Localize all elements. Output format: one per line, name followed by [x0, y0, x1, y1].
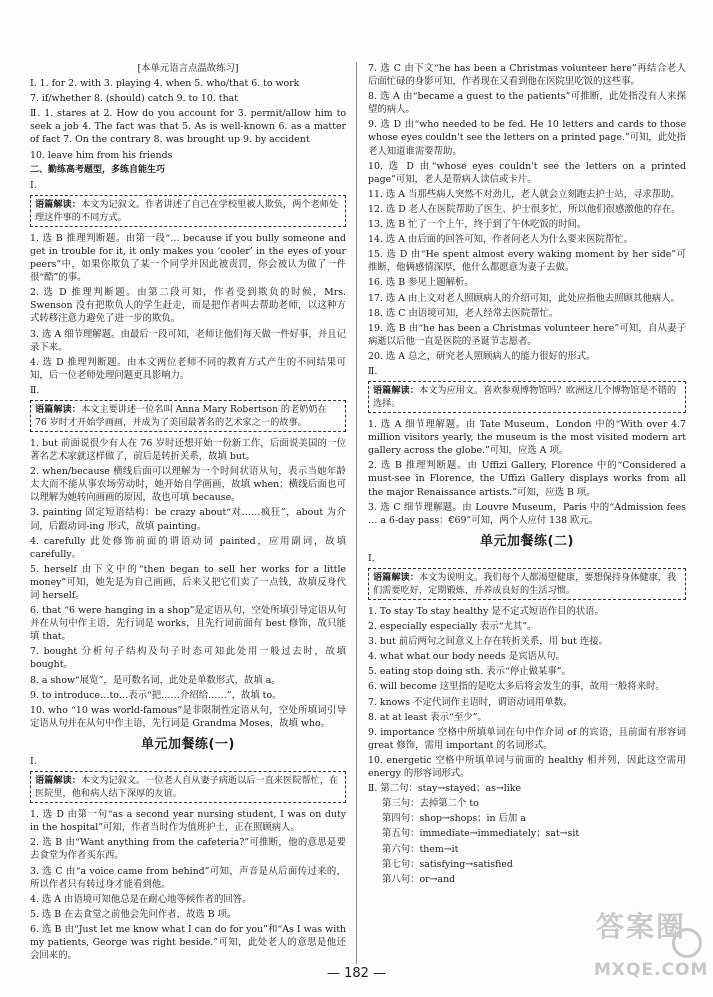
- passage-summary-box: [368, 568, 686, 600]
- answer-item: 2. especially especially 表示“尤其”。: [368, 621, 537, 633]
- passage-summary-box: [30, 400, 346, 432]
- answer-item: 7. knows 不定代词作主语时，谓语动词用单数。: [368, 696, 573, 708]
- answer-item: 10. leave him from his friends: [30, 149, 173, 161]
- answer-item: 4. 选 A 由语境可知他总是在耐心地等候作者的回答。: [30, 893, 252, 905]
- answer-item: 19. 选 B 由“he has been a Christmas volunteer here”可知，自从妻子病逝以后他一直是医院的圣诞节志愿者。: [368, 322, 686, 347]
- answer-item: 11. 选 A 当那些病人突然不对劲儿，老人就会立刻跑去护士站，寻求帮助。: [368, 188, 680, 200]
- answer-item: 8. 选 A 由“became a guest to the patients”可推断，此处指没有人来探望的病人。: [368, 91, 686, 116]
- part-number: Ⅰ.: [30, 179, 37, 191]
- summary-text: 本文为记叙文。一位老人自从妻子病逝以后一直来医院帮忙，在医院里，他和病人结下深厚的友谊。: [35, 775, 339, 800]
- answer-item: 6. will become 这里指的是吃太多后将会发生的事，故用一般将来时。: [368, 681, 665, 693]
- answer-item: 2. 选 D 推理判断题。由第二段可知，作者受到欺负的时候，Mrs. Swenson 没有把欺负人的学生赶走，而是把作者叫去帮助老师，以这种方式转移注意力避免了进一步的欺负。: [30, 287, 346, 325]
- section-heading: 二、勤练高考题型，多练自能生巧: [30, 164, 166, 175]
- answer-item: 3. painting 固定短语结构：be crazy about“对……疯狂”，about 为介词，后跟动词-ing 形式，故填 painting。: [30, 507, 346, 532]
- unit-title: 单元加餐练(二): [480, 533, 574, 549]
- answer-item: 7. bought 分析句子结构及句子时态可知此处用一般过去时，故填 bought。: [30, 646, 346, 671]
- answer-item: 4. carefully 此处修饰前面的谓语动词 painted，应用副词，故填 carefully。: [30, 535, 346, 560]
- answer-item: 7. if/whether 8. (should) catch 9. to 10. that: [30, 93, 238, 105]
- answer-item: Ⅱ. 第二句：stay→stayed；as→like: [368, 783, 522, 795]
- answer-item: 1. 选 A 细节理解题。由 Tate Museum，London 中的“With over 4.7 million visitors yearly, the museum is the most visited modern art gallery across the globe.”可知，应选 A 项。: [368, 419, 686, 457]
- answer-item: 3. but 前后两句之间意义上存在转折关系，用 but 连接。: [368, 636, 608, 648]
- answer-item: 第七句：satisfying→satisfied: [382, 858, 513, 870]
- part-number: Ⅱ.: [368, 365, 378, 377]
- answer-item: 6. that “6 were hanging in a shop”是定语从句，空处所填引导定语从句并在从句中作主语，先行词是 works，且先行词前面有 best 修饰，故只能填 that。: [30, 605, 346, 643]
- answer-item: 2. when/because 横线后面可以理解为一个时间状语从句，表示当她年龄太大而不能从事农场劳动时，她开始自学画画，故填 when；横线后面也可以理解为她转向画画的原因，故也可填 because。: [30, 466, 346, 504]
- summary-label: 语篇解读：: [35, 775, 81, 787]
- left-column: [30, 62, 346, 964]
- watermark-bottom-text: MXQE.COM: [594, 960, 709, 980]
- answer-item: 15. 选 D 由“He spent almost every waking moment by her side”可推断，他俩感情深厚，他什么都愿意为妻子去做。: [368, 249, 686, 274]
- answer-item: 10. 选 D 由“whose eyes couldn't see the letters on a printed page”可知，老人是帮病人读信或卡片。: [368, 160, 686, 185]
- answer-item: 5. herself 由下文中的“then began to sell her works for a little money”可知，她先是为自己画画，后来又把它们卖了一点钱，故填反身代词 herself。: [30, 563, 346, 601]
- answer-item: 10. who “10 was world-famous”是非限制性定语从句，空处所填词引导定语从句并在从句中作主语，先行词是 Grandma Moses，故填 who。: [30, 704, 346, 729]
- answer-item: 18. 选 C 由语境可知，老人经常去医院帮忙。: [368, 307, 559, 319]
- summary-label: 语篇解读：: [373, 572, 419, 583]
- answer-item: 3. 选 A 细节理解题。由最后一段可知，老师让他们每天做一件好事，并且记录下来。: [30, 328, 346, 353]
- summary-text: 本文为记叙文。作者讲述了自己在学校里被人欺负，两个老师处理这件事的不同方式。: [35, 198, 339, 223]
- answer-item: 3. 选 C 由“a voice came from behind”可知，声音是从后面传过来的，所以作者只有转过身才能看到他。: [30, 865, 346, 890]
- watermark-circle-icon: [672, 928, 702, 958]
- answer-item: 10. energetic 空格中所填单词与前面的 healthy 相并列，因此这空需用 energy 的形容词形式。: [368, 754, 686, 780]
- answer-item: 20. 选 A 总之，研究老人照顾病人的能力很好的形式。: [368, 350, 596, 362]
- answer-item: 8. a show“展览”，是可数名词，此处是单数形式，故填 a。: [30, 674, 281, 686]
- answer-item: 12. 选 D 老人在医院帮助了医生、护士很多忙，所以他们很感激他的存在。: [368, 203, 681, 215]
- summary-label: 语篇解读：: [35, 198, 81, 210]
- answer-item: 9. 选 D 由“who needed to be fed. He 10 letters and cards to those whose eyes couldn't see the letters on a printed page.”可知，此处指老人知道谁需要帮助。: [368, 119, 686, 157]
- answer-item: 9. importance 空格中所填单词在句中作介词 of 的宾语，且前面有形容词 great 修饰，需用 important 的名词形式。: [368, 726, 686, 751]
- unit-title: 单元加餐练(一): [141, 736, 235, 752]
- summary-label: 语篇解读：: [373, 385, 419, 397]
- answer-item: 第八句：or→and: [382, 873, 456, 885]
- answer-item: 第六句：them→it: [382, 843, 459, 855]
- summary-label: 语篇解读：: [35, 403, 81, 415]
- answer-item: 第三句：去掉第二个 to: [382, 798, 479, 810]
- passage-summary-box: [30, 771, 346, 803]
- part-number: Ⅰ.: [368, 552, 375, 564]
- summary-text: 本文为应用文。喜欢参观博物馆吗？欧洲这几个博物馆是不错的选择。: [373, 385, 677, 410]
- part-number: Ⅰ.: [30, 756, 37, 768]
- answer-item: 6. 选 B 由“Just let me know what I can do for you”和“As I was with my patients, George was right beside.”可知，此处老人的意思是他还会回来的。: [30, 923, 346, 962]
- answer-item: 4. what what our body needs 是宾语从句。: [368, 651, 565, 663]
- summary-text: 本文主要讲述一位名叫 Anna Mary Robertson 的老奶奶在 76 岁时才开始学画画，并成为了美国最著名的艺术家之一的故事。: [35, 403, 327, 428]
- answer-item: 1. To stay To stay healthy 是不定式短语作目的状语。: [368, 606, 604, 617]
- answer-item: 5. 选 B 在去食堂之前他会先问作者，故选 B 项。: [30, 908, 237, 920]
- answer-item: 13. 选 B 忙了一个上午，终于到了午休吃饭的时间。: [368, 219, 587, 231]
- answer-item: 1. 选 B 推理判断题。由第一段“… because if you bully someone and get in trouble for it, it only makes you ‘cooler’ in the eyes of your peers”中，如果你欺负了某一个同学并因此被责罚，你会被认为做了一件很“酷”的事。: [30, 232, 346, 284]
- page-number: — 182 —: [326, 966, 387, 981]
- answer-item: 8. at at least 表示“至少”。: [368, 711, 487, 723]
- part-number: Ⅱ.: [30, 384, 40, 396]
- answer-item: 16. 选 B 参见上题解析。: [368, 277, 474, 289]
- answer-item: 第四句：shop→shops；in 后加 a: [382, 813, 526, 825]
- watermark-logo: [590, 910, 709, 990]
- column-divider: [356, 62, 357, 964]
- answer-item: Ⅰ. 1. for 2. with 3. playing 4. when 5. who/that 6. to work: [30, 78, 300, 90]
- summary-text: 本文为说明文。我们每个人都渴望健康，要想保持身体健康，我们需要吃好，定期锻炼，并养成良好的生活习惯。: [373, 572, 677, 596]
- section-subtitle: [本单元语言点温故练习]: [137, 63, 239, 74]
- passage-summary-box: [30, 195, 346, 227]
- answer-item: 9. to introduce…to…表示“把……介绍给……”，故填 to。: [30, 689, 282, 701]
- answer-item: 4. 选 D 推理判断题。由本文两位老师不同的教育方式产生的不同结果可知，后一位老师处理问题更具影响力。: [30, 356, 346, 381]
- answer-item: 1. but 前面说很少有人在 76 岁时还想开始一份新工作，后面说美国的一位著名艺术家就这样做了，前后是转折关系，故填 but。: [30, 437, 346, 463]
- answer-item: 2. 选 B 由“Want anything from the cafeteria?”可推断，他的意思是要去食堂为作者买东西。: [30, 837, 346, 862]
- answer-item: 3. 选 C 细节理解题。由 Louvre Museum，Paris 中的“Admission fees … a 6-day pass：€69”可知，两个人应付 138 欧元。: [368, 501, 686, 526]
- answer-item: 17. 选 A 由上文对老人照顾病人的介绍可知，此处应指他去照顾其他病人。: [368, 292, 680, 304]
- answer-item: 第五句：immediate→immediately；sat→sit: [382, 828, 580, 840]
- answer-item: 1. 选 D 由第一句“as a second year nursing student, I was on duty in the hospital”可知，作者当时作为值班护士，正在照顾病人。: [30, 809, 346, 834]
- answer-item: 7. 选 C 由下文“he has been a Christmas volunteer here”再结合老人后面忙碌的身影可知，作者现在又看到他在医院里吃饭的这些事。: [368, 63, 686, 88]
- answer-item: 2. 选 B 推理判断题。由 Uffizi Gallery, Florence 中的“Considered a must-see in Florence, the Uffizi Gallery displays works from all the major Renaissance artists.”可知，应选 B 项。: [368, 460, 686, 498]
- watermark-top-text: 答案圈: [596, 910, 687, 943]
- right-column: [368, 62, 686, 888]
- passage-summary-box: [368, 381, 686, 413]
- answer-item: 14. 选 A 由后面的回答可知，作者问老人为什么要来医院帮忙。: [368, 234, 633, 246]
- answer-item: 5. eating stop doing sth. 表示“停止做某事”。: [368, 666, 571, 678]
- answer-item: Ⅱ. 1. stares at 2. How do you account for 3. permit/allow him to seek a job 4. The fact was that 5. As is well-known 6. as a matter of fact 7. On the contrary 8. was brought up 9. by accident: [30, 108, 346, 146]
